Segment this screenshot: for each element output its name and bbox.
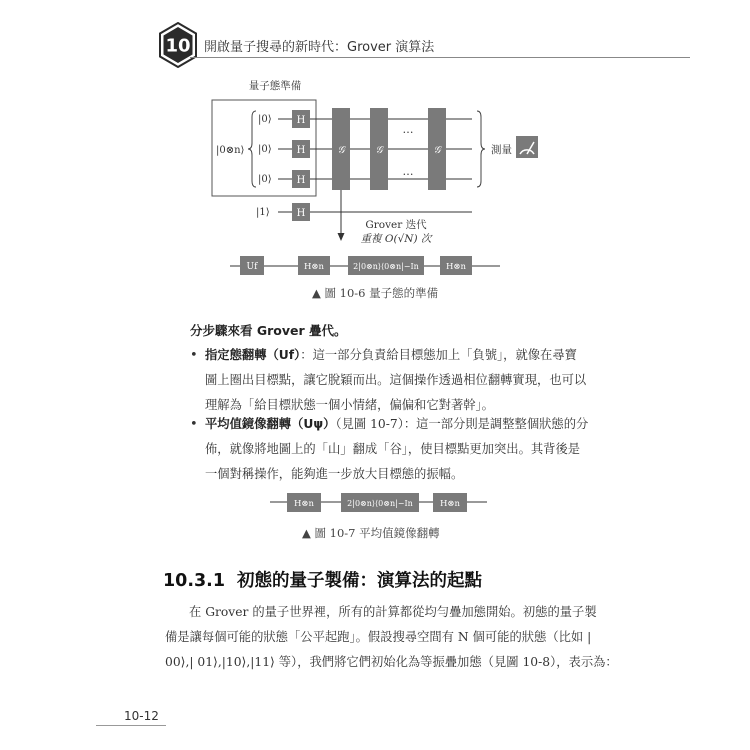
- paragraph-line: 00⟩,| 01⟩,|10⟩,|11⟩ 等），我們將它們初始化為等振疊加態（見圖 10-8），表示為：: [165, 655, 618, 669]
- paragraph-line: 備是讓每個可能的狀態「公平起跑」。假設搜尋空間有 N 個可能的狀態（比如 |: [165, 630, 592, 644]
- hn-gate-label: H⊗n: [439, 499, 461, 509]
- page-number: 10-12: [124, 709, 159, 723]
- repeat-label: 重複 O(√N) 次: [360, 233, 432, 245]
- qubit-label-3: |0⟩: [258, 174, 272, 185]
- footer-rule: [96, 725, 166, 726]
- grover-gate-label: 𝒢: [433, 145, 441, 156]
- grover-gate-label: 𝒢: [337, 145, 345, 156]
- prep-label: 量子態準備: [248, 80, 302, 92]
- meter-icon: [516, 136, 538, 158]
- bullet-text-line: 佈，就像將地圖上的「山」翻成「谷」，使目標點更加突出。其背後是: [205, 442, 581, 456]
- bullet-text-line: 圖上圈出目標點，讓它脫穎而出。這個操作透過相位翻轉實現，也可以: [205, 373, 587, 387]
- section-heading: [163, 567, 482, 592]
- figure-10-7-circuit: [265, 490, 495, 516]
- qubit-label-1: |0⟩: [258, 114, 272, 125]
- h-gate-label: H: [296, 175, 306, 186]
- hn-gate-label: H⊗n: [445, 262, 467, 272]
- figure-10-6-caption: ▲ 圖 10-6 量子態的準備: [312, 286, 439, 300]
- bullet-text-line: 理解為「給目標狀態一個小情緒，偏偏和它對著幹」。: [205, 398, 494, 412]
- bullet-text-line: 一個對稱操作，能夠進一步放大目標態的振幅。: [205, 467, 464, 481]
- section-title: 初態的量子製備：演算法的起點: [237, 571, 483, 591]
- bullet-term: 平均值鏡像翻轉（Uψ）: [205, 417, 336, 431]
- register-label: |0⊗n⟩: [216, 145, 245, 156]
- diffusion-gate-label: 2|0⊗n⟩⟨0⊗n|−In: [353, 262, 419, 271]
- h-gate-label: H: [296, 208, 306, 219]
- subheading: 分步驟來看 Grover 疊代。: [190, 323, 347, 338]
- paragraph: [165, 600, 618, 675]
- diffusion-gate-label: 2|0⊗n⟩⟨0⊗n|−In: [347, 499, 413, 508]
- bullet-term: 指定態翻轉（Uf）: [205, 348, 301, 362]
- qubit-label-2: |0⟩: [258, 144, 272, 155]
- chapter-badge: [158, 22, 198, 68]
- h-gate-label: H: [296, 145, 306, 156]
- paragraph-line: 在 Grover 的量子世界裡，所有的計算都從均勻疊加態開始。初態的量子製: [189, 605, 597, 619]
- grover-gate-label: 𝒢: [375, 145, 383, 156]
- hn-gate-label: H⊗n: [303, 262, 325, 272]
- qubit-label-4: |1⟩: [256, 207, 270, 218]
- left-brace: [248, 111, 256, 187]
- figure-10-7-caption: ▲ 圖 10-7 平均值鏡像翻轉: [302, 526, 440, 540]
- bullet-dot: •: [190, 348, 198, 363]
- oracle-gate-label: Uf: [246, 262, 258, 272]
- iteration-label: Grover 迭代: [365, 219, 427, 231]
- h-gate-label: H: [296, 115, 306, 126]
- dots: …: [402, 123, 414, 136]
- bullet-dot: •: [190, 417, 198, 432]
- right-brace: [477, 111, 485, 187]
- dots: …: [402, 165, 414, 178]
- measure-label: 測量: [491, 144, 512, 156]
- header-rule: [190, 57, 690, 58]
- chapter-number: 10: [165, 35, 191, 57]
- bullet-text-line: （見圖 10-7）：這一部分則是調整整個狀態的分: [335, 417, 589, 431]
- bullet-text-line: ：這一部分負責給目標態加上「負號」，就像在尋寶: [300, 348, 577, 362]
- hn-gate-label: H⊗n: [293, 499, 315, 509]
- figure-10-6-circuit: [200, 75, 560, 285]
- chapter-title: 開啟量子搜尋的新時代：Grover 演算法: [204, 40, 435, 55]
- section-number: 10.3.1: [163, 571, 226, 591]
